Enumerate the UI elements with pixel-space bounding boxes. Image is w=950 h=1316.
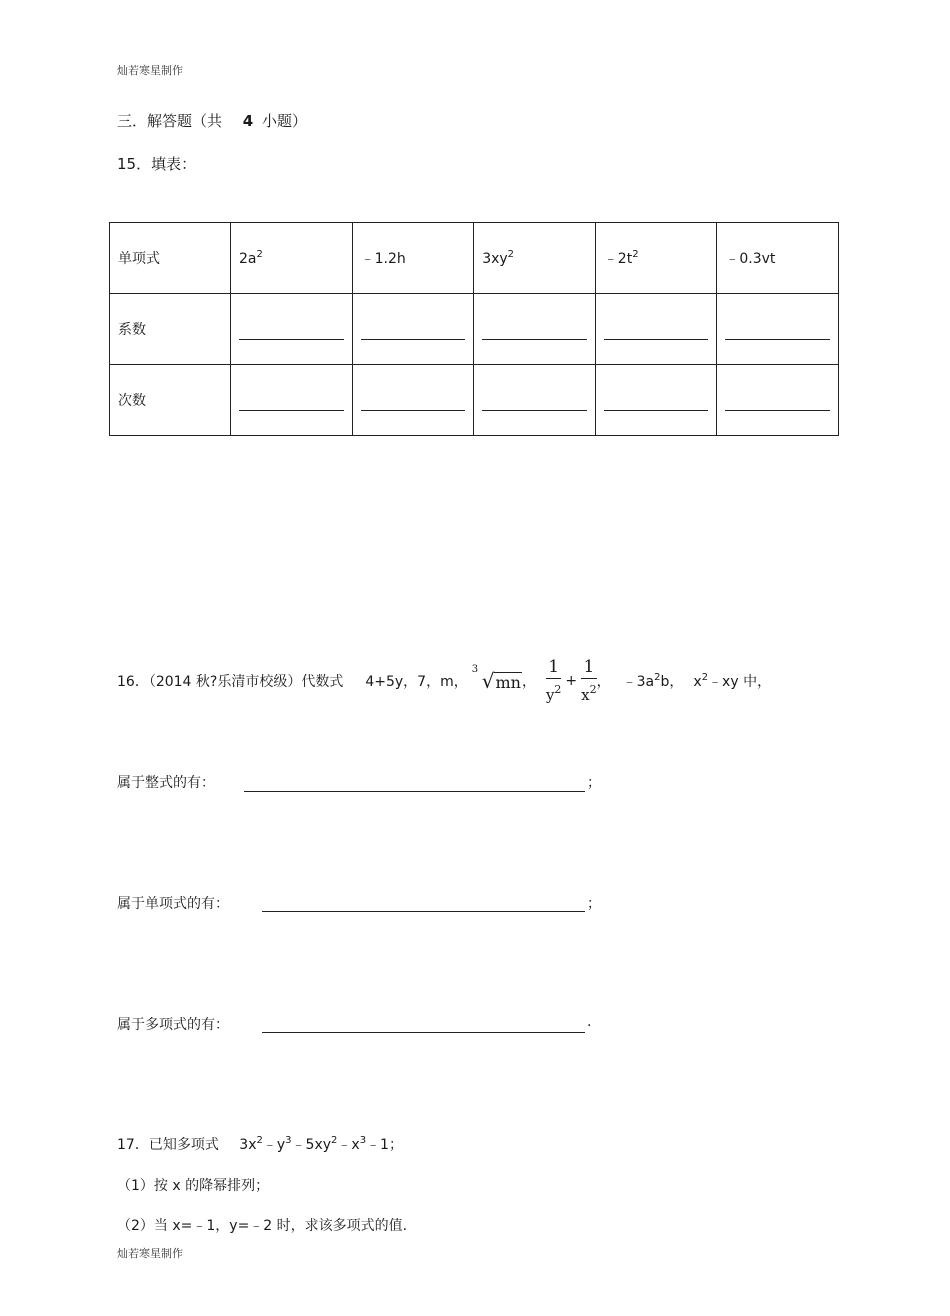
coefficient-blank[interactable] [231, 294, 353, 365]
row-header-degree: 次数 [110, 365, 231, 436]
table-row [110, 223, 839, 294]
degree-blank[interactable] [595, 365, 717, 436]
radical-sign: √ [481, 669, 495, 693]
header-watermark: 灿若寒星制作 [117, 64, 183, 77]
section-title-suffix: 小题） [262, 112, 308, 130]
term-3a2b: $﹣3a^2b$， [622, 672, 684, 690]
q16-polynomial-blank[interactable] [262, 1032, 585, 1033]
q17-prefix: 17．已知多项式 [117, 1137, 219, 1153]
section-title-prefix: 三．解答题（共 [117, 112, 223, 130]
comma: ， [596, 674, 611, 690]
q16-prefix: 16．（2014 秋?乐清市校级）代数式 [117, 674, 344, 690]
footer-watermark: 灿若寒星制作 [117, 1247, 183, 1260]
q15-table [109, 222, 839, 436]
row-header-coefficient: 系数 [110, 294, 231, 365]
q17-polynomial: $3x^2﹣y^3﹣5xy^2﹣x^3﹣1$； [239, 1135, 403, 1153]
degree-blank[interactable] [352, 365, 474, 436]
q17-sub2: （2）当 x=﹣1，y=﹣2 时，求该多项式的值. [117, 1218, 408, 1234]
monomial-exp: 2 [256, 249, 263, 260]
monomial-base: ﹣2t [603, 251, 633, 267]
monomial-exp: 2 [632, 249, 639, 260]
coefficient-blank[interactable] [595, 294, 717, 365]
table-row [110, 294, 839, 365]
monomial-base: ﹣1.2h [360, 251, 406, 267]
coefficient-blank[interactable] [352, 294, 474, 365]
fraction-1-over-x2 [581, 657, 596, 705]
monomial-cell [231, 223, 353, 294]
q17-sub1: （1）按 x 的降幂排列； [117, 1178, 270, 1194]
q16-polynomial-end: . [587, 1014, 592, 1030]
q16-monomial-blank[interactable] [262, 911, 585, 912]
degree-blank[interactable] [231, 365, 353, 436]
q16-stem [117, 656, 771, 706]
q15-label: 15．填表： [117, 155, 197, 173]
monomial-exp: 2 [507, 249, 515, 260]
frac-den: $y^2$ [545, 683, 562, 704]
q16-items: 4+5y，7，m， [365, 674, 468, 690]
monomial-cell [352, 223, 474, 294]
q16-monomial-label: 属于单项式的有： [117, 896, 229, 912]
frac-num: 1 [548, 657, 560, 677]
frac-num: 1 [583, 657, 595, 677]
frac-den: $x^2$ [581, 683, 597, 704]
term-x2-xy: $x^2﹣xy$ 中， [693, 672, 772, 690]
monomial-base: 3xy [482, 251, 508, 267]
q17-stem [117, 1134, 403, 1154]
degree-blank[interactable] [474, 365, 596, 436]
coefficient-blank[interactable] [474, 294, 596, 365]
fraction-1-over-y2 [546, 657, 561, 705]
q16-integral-end: ； [587, 775, 601, 791]
q16-integral-label: 属于整式的有： [117, 775, 215, 791]
q16-integral-blank[interactable] [244, 791, 585, 792]
plus-sign: + [565, 673, 578, 689]
row-header-monomial: 单项式 [110, 223, 231, 294]
monomial-cell [717, 223, 839, 294]
cube-root [471, 664, 522, 693]
root-body: mn [495, 673, 521, 692]
monomial-cell [595, 223, 717, 294]
section-title [117, 110, 307, 131]
comma: ， [521, 674, 536, 690]
q16-polynomial-label: 属于多项式的有： [117, 1017, 229, 1033]
q16-monomial-end: ； [587, 896, 601, 912]
monomial-cell [474, 223, 596, 294]
section-title-count: 4 [242, 112, 254, 130]
monomial-base: 2a [239, 251, 257, 267]
degree-blank[interactable] [717, 365, 839, 436]
coefficient-blank[interactable] [717, 294, 839, 365]
table-row [110, 365, 839, 436]
root-index: 3 [471, 664, 479, 675]
monomial-base: ﹣0.3vt [725, 251, 776, 267]
